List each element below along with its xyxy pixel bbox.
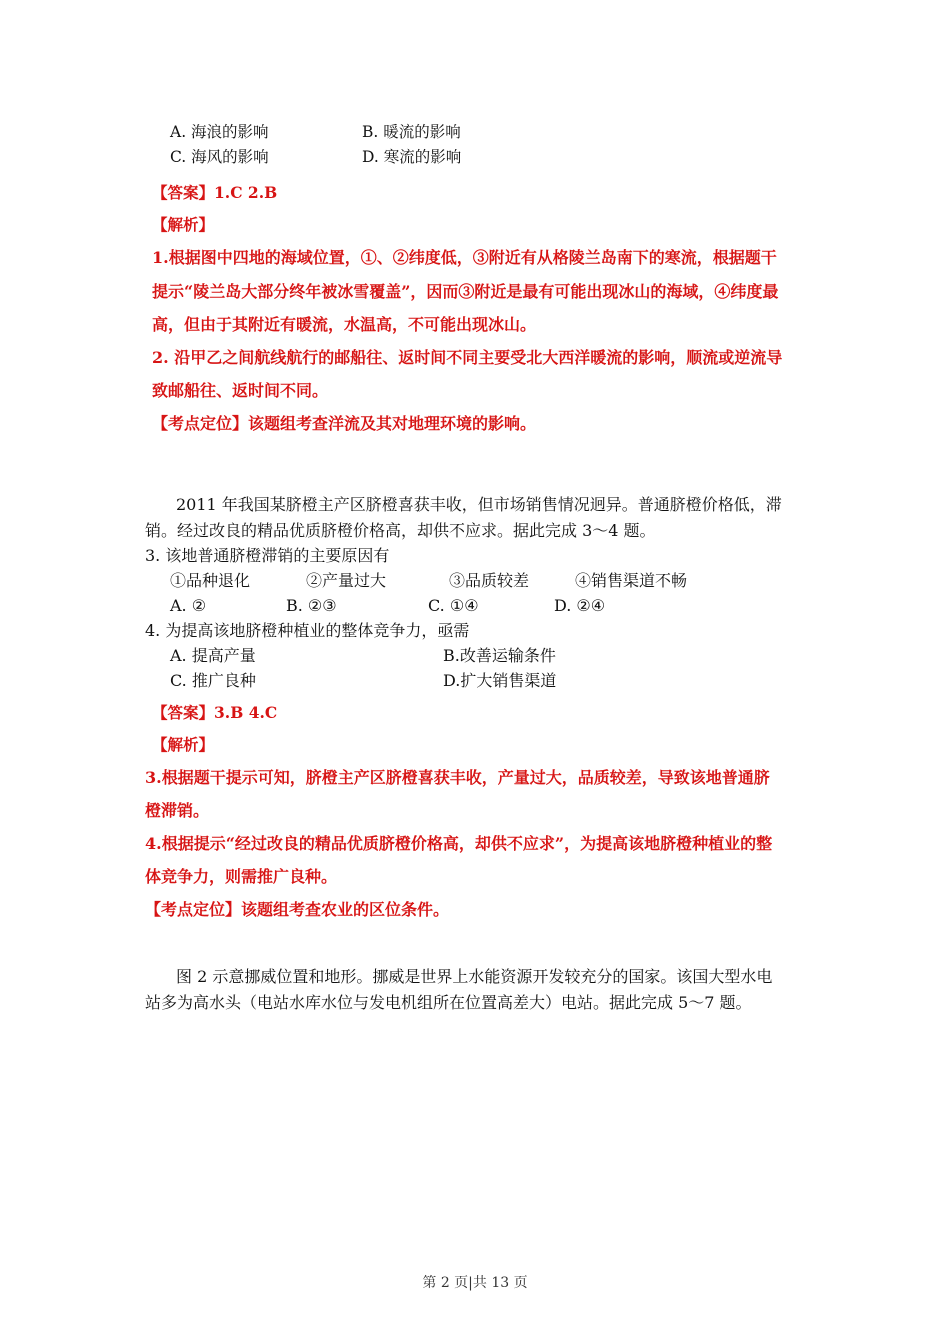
answer-block-1: [152, 182, 277, 204]
option-a: A. 海浪的影响: [170, 123, 269, 141]
q3-option: A. ②: [170, 596, 207, 615]
q3-option: D. ②④: [554, 596, 606, 615]
q4-option: A. 提高产量: [170, 646, 256, 665]
option-c: C. 海风的影响: [170, 148, 269, 166]
analysis-line: 3.根据题干提示可知，脐橙主产区脐橙喜获丰收，产量过大，品质较差，导致该地普通脐: [145, 768, 770, 787]
analysis-line: 橙滞销。: [145, 801, 210, 820]
q3-option: B. ②③: [286, 596, 337, 615]
q4-option: B.改善运输条件: [443, 646, 556, 665]
passage-line: 图 2 示意挪威位置和地形。挪威是世界上水能资源开发较充分的国家。该国大型水电: [176, 967, 773, 986]
answer-block-2: [152, 702, 277, 724]
analysis-tag: 【解析】: [152, 215, 215, 234]
analysis-line: 提示“陵兰岛大部分终年被冰雪覆盖”，因而③附近是最有可能出现冰山的海域，④纬度最: [152, 282, 779, 301]
analysis-line: 2. 沿甲乙之间航线航行的邮船往、返时间不同主要受北大西洋暖流的影响，顺流或逆流导: [152, 348, 783, 367]
q3-item: ②产量过大: [306, 571, 387, 590]
q3-item: ①品种退化: [170, 571, 251, 590]
analysis-tag: 【解析】: [152, 735, 215, 754]
kaodian-line: 【考点定位】该题组考查农业的区位条件。: [145, 900, 450, 919]
passage-line: 销。经过改良的精品优质脐橙价格高，却供不应求。据此完成 3～4 题。: [145, 521, 656, 540]
q4-option: D.扩大销售渠道: [443, 671, 557, 690]
analysis-line: 4.根据提示“经过改良的精品优质脐橙价格高，却供不应求”，为提高该地脐橙种植业的整: [145, 834, 773, 853]
question-stem: 4. 为提高该地脐橙种植业的整体竞争力，亟需: [145, 621, 470, 640]
passage-line: 站多为高水头（电站水库水位与发电机组所在位置高差大）电站。据此完成 5～7 题。: [145, 993, 752, 1012]
q3-option: C. ①④: [428, 596, 479, 615]
q4-option: C. 推广良种: [170, 671, 256, 690]
analysis-line: 体竞争力，则需推广良种。: [145, 867, 338, 886]
option-b: B. 暖流的影响: [362, 123, 461, 141]
page-footer: 第 2 页|共 13 页: [422, 1275, 528, 1291]
q3-item: ③品质较差: [449, 571, 530, 590]
q3-item: ④销售渠道不畅: [575, 571, 688, 590]
answer-value: 1.C 2.B: [214, 183, 278, 202]
analysis-line: 1.根据图中四地的海域位置，①、②纬度低，③附近有从格陵兰岛南下的寒流，根据题干: [152, 248, 777, 267]
option-d: D. 寒流的影响: [362, 148, 462, 166]
answer-tag: 【答案】: [152, 183, 215, 202]
analysis-line: 高，但由于其附近有暖流，水温高，不可能出现冰山。: [152, 315, 537, 334]
analysis-line: 致邮船往、返时间不同。: [152, 381, 329, 400]
answer-value: 3.B 4.C: [214, 703, 278, 722]
passage-line: 2011 年我国某脐橙主产区脐橙喜获丰收，但市场销售情况迥异。普通脐橙价格低，滞: [176, 495, 782, 514]
question-stem: 3. 该地普通脐橙滞销的主要原因有: [145, 546, 390, 565]
answer-tag: 【答案】: [152, 703, 215, 722]
kaodian-line: 【考点定位】该题组考查洋流及其对地理环境的影响。: [152, 414, 537, 433]
